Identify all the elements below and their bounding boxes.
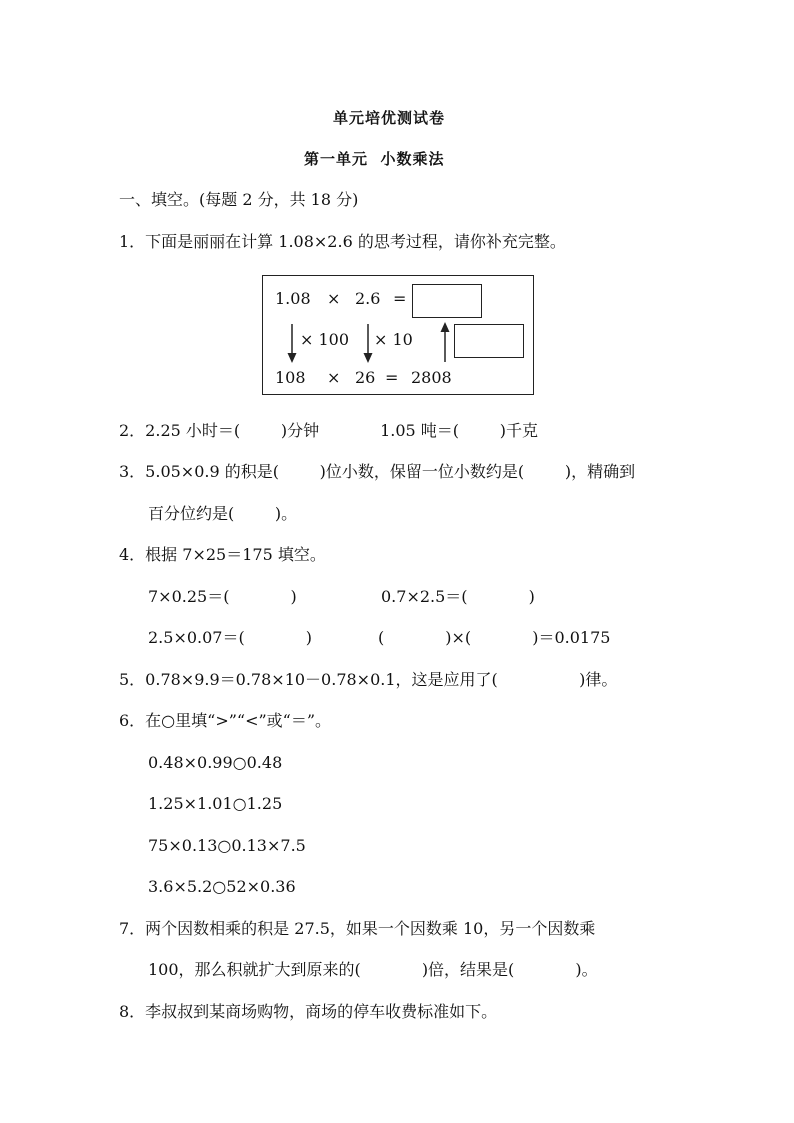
question-6-item-4: 3.6×5.2○52×0.36 bbox=[148, 877, 296, 896]
diagram-bottom-factor-a: 108 bbox=[275, 368, 306, 387]
diagram-top-factor-a: 1.08 bbox=[275, 289, 311, 308]
question-4: 4．根据 7×25＝175 填空。 bbox=[119, 545, 326, 564]
diagram-bottom-times: × bbox=[327, 368, 341, 387]
question-4-item-4: ( )×( )＝0.0175 bbox=[378, 628, 611, 647]
diagram-multiplier-a: × 100 bbox=[300, 330, 350, 349]
question-4-item-1: 7×0.25＝( ) bbox=[148, 587, 297, 606]
question-3-line-2: 百分位约是( )。 bbox=[148, 504, 298, 523]
question-8: 8．李叔叔到某商场购物，商场的停车收费标准如下。 bbox=[119, 1002, 498, 1021]
answer-box-product[interactable] bbox=[412, 284, 482, 318]
question-6-item-1: 0.48×0.99○0.48 bbox=[148, 753, 283, 772]
question-4-item-2: 0.7×2.5＝( ) bbox=[381, 587, 535, 606]
question-3-line-1: 3．5.05×0.9 的积是( )位小数，保留一位小数约是( )，精确到 bbox=[119, 462, 636, 481]
question-1: 1．下面是丽丽在计算 1.08×2.6 的思考过程，请你补充完整。 bbox=[119, 232, 566, 251]
unit-subtitle: 第一单元 小数乘法 bbox=[304, 150, 445, 168]
diagram-top-times: × bbox=[327, 289, 341, 308]
diagram-bottom-result: 2808 bbox=[411, 368, 452, 387]
diagram-top-factor-b: 2.6 bbox=[355, 289, 381, 308]
diagram-bottom-factor-b: 26 bbox=[355, 368, 376, 387]
answer-box-divisor[interactable] bbox=[454, 324, 524, 358]
question-7-line-1: 7．两个因数相乘的积是 27.5，如果一个因数乘 10，另一个因数乘 bbox=[119, 919, 596, 938]
question-6-item-3: 75×0.13○0.13×7.5 bbox=[148, 836, 306, 855]
question-2: 2．2.25 小时＝( )分钟 1.05 吨＝( )千克 bbox=[119, 421, 538, 440]
up-arrow-icon bbox=[438, 321, 452, 363]
question-5: 5．0.78×9.9＝0.78×10－0.78×0.1，这是应用了( )律。 bbox=[119, 670, 618, 689]
question-4-item-3: 2.5×0.07＝( ) bbox=[148, 628, 312, 647]
down-arrow-icon bbox=[361, 322, 375, 364]
question-6: 6．在○里填“>”“<”或“＝”。 bbox=[119, 711, 332, 730]
diagram-top-equals: = bbox=[393, 289, 407, 308]
question-6-item-2: 1.25×1.01○1.25 bbox=[148, 794, 283, 813]
question-7-line-2: 100，那么积就扩大到原来的( )倍，结果是( )。 bbox=[148, 960, 598, 979]
section-heading: 一、填空。(每题 2 分，共 18 分) bbox=[119, 190, 359, 209]
down-arrow-icon bbox=[285, 322, 299, 364]
diagram-multiplier-b: × 10 bbox=[374, 330, 413, 349]
page-title: 单元培优测试卷 bbox=[333, 109, 446, 127]
diagram-bottom-equals: = bbox=[385, 368, 399, 387]
calculation-diagram bbox=[262, 275, 534, 395]
